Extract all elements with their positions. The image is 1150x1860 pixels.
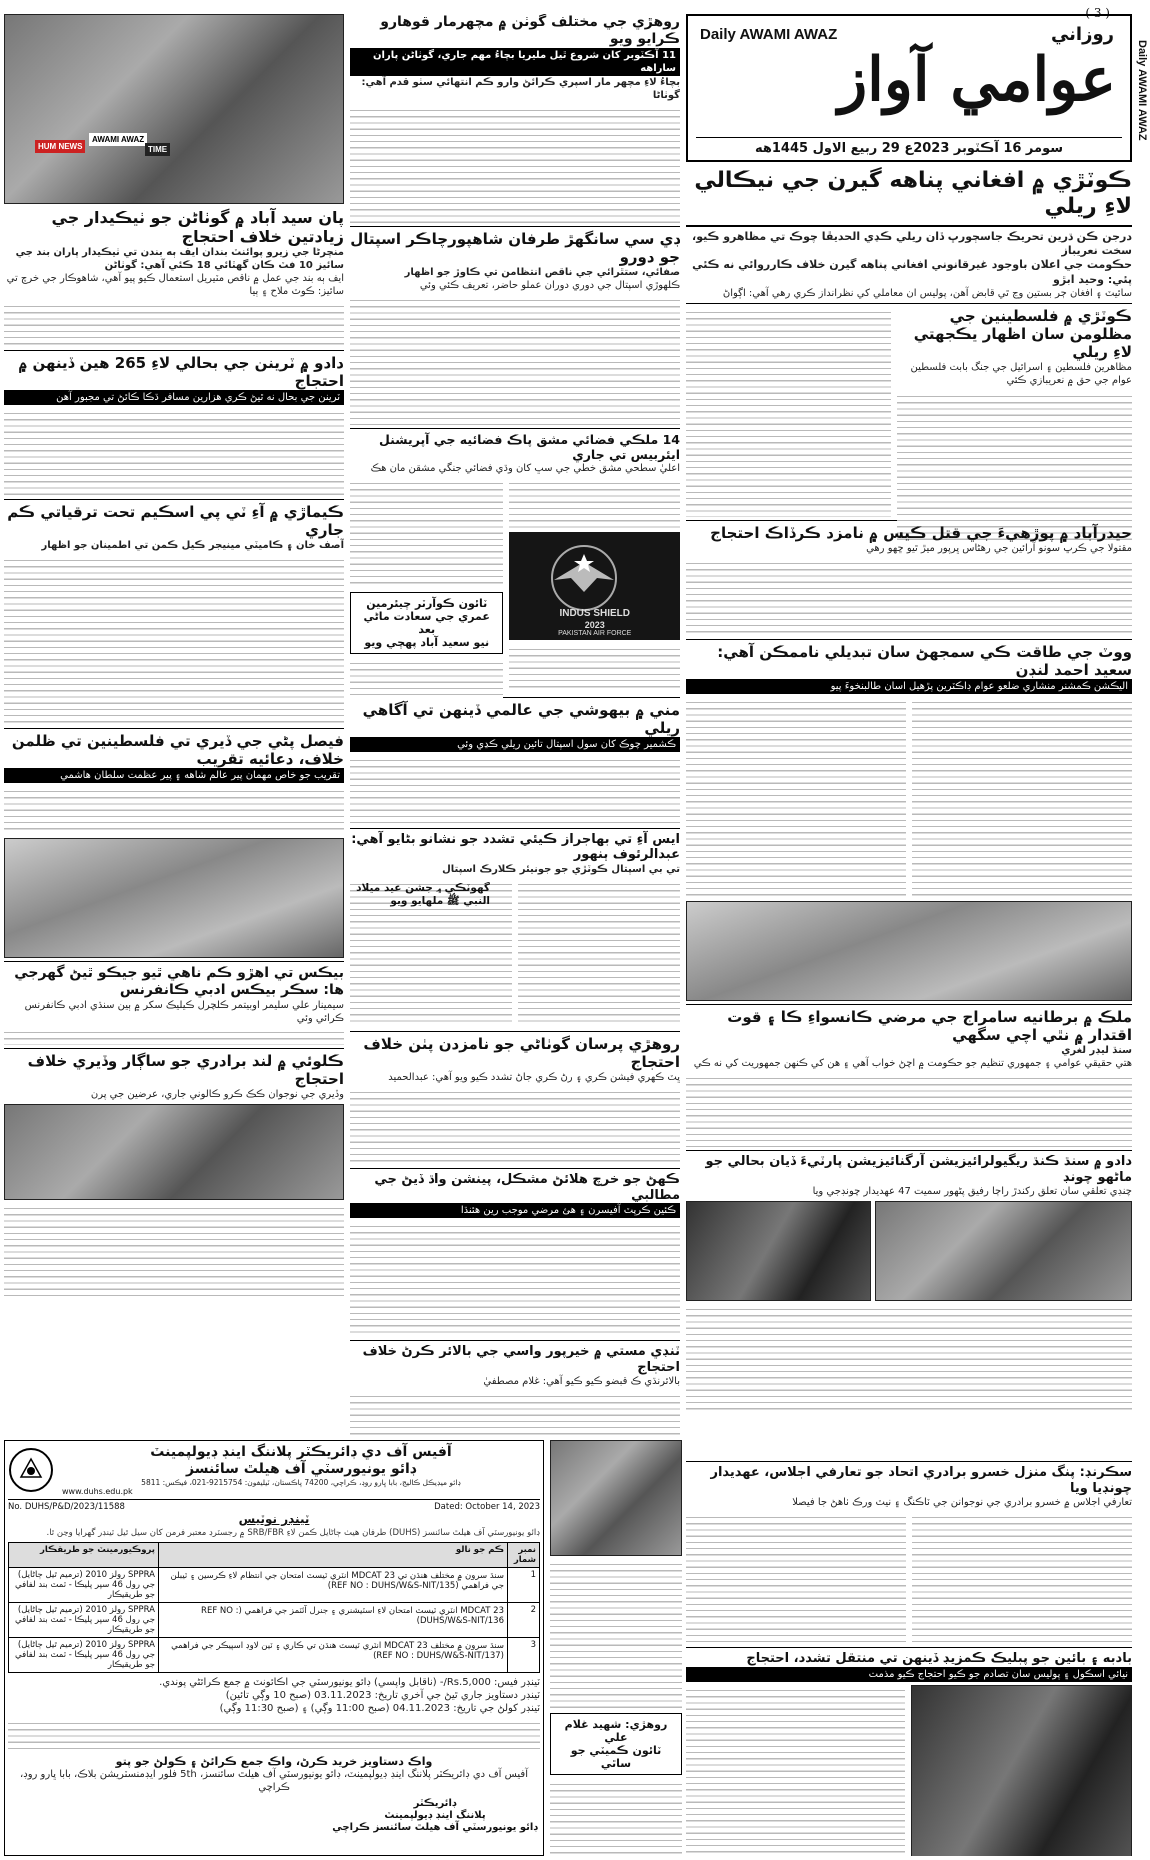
tender-advert xyxy=(4,1440,544,1856)
tender-org-2: ڊائو يونيورسٽي آف هيلٿ سائنسز xyxy=(185,1460,417,1477)
gathering-photo xyxy=(4,838,344,958)
caption-town-chairman: ٽائون ڪوآرٽر چيئرمين xyxy=(366,596,488,610)
mic-label-3: TIME xyxy=(145,143,170,156)
tandomaster-subhead: بالائرنڌي ڪ قبضو ڪيو ڪيو آهي: غلام مصطفيٰ xyxy=(483,1376,680,1388)
lead-headline: ڪوٽڙي ۾ افغاني پناهه گيرن جي نيڪالي لاءِ ريلي xyxy=(686,168,1132,227)
hyderabad-subhead: مقتولا جي ڪرڀ سونو آرائين جي رهڻاس ڀرپور ميڙ ٿيو ڇهو رهي xyxy=(866,542,1132,554)
palestine-headline: ڪوٽڙي ۾ فلسطينين جي مظلومن سان اظهار يڪجهتي لاءِ ريلي xyxy=(913,306,1132,361)
tender-dates-1: ٽينڊر دستاويز جاري ٿيڻ جي آخري تاريخ: 03.11.2023 (صبح 10 وڳي تائين) xyxy=(225,1690,540,1702)
tender-table xyxy=(8,1542,540,1673)
obituary-column xyxy=(550,1440,682,1856)
masthead-english: Daily AWAMI AWAZ xyxy=(700,26,838,43)
right-column xyxy=(686,14,1132,1454)
tender-row-no: 2 xyxy=(508,1603,540,1638)
dc-sanghar-sub2: ڪلهوڙي اسپتال جي دوري دوران عملو حاضر، تعريف ڪئي وئي xyxy=(419,279,680,291)
tender-row-work: سنڌ سرون ۾ مختلف 23 MDCAT انٽري ٽيسٽ هنڌن تي ڪاري ۽ ٽين لاوڊ اسپيڪر جي فراهمي (REF NO : DUHS/W&S-NIT/137) xyxy=(159,1638,508,1673)
lead-subhead-3: سائيٽ ۽ افغان ڄر بستين وڃ ٿي قابض آهن، پوليس ان معاملي کي نظرانداز ڪري رهي آهي: اڳواڻ xyxy=(722,287,1132,299)
table-row xyxy=(9,1638,540,1673)
tender-col-method: پروڪيورمينٽ جو طريقڪار xyxy=(9,1543,159,1568)
lund-headline: ڪلوئي ۾ لند برادري جو ساڳار وڏيري خلاف احتجاج xyxy=(27,1051,344,1088)
tender-org-1: آفيس آف دي ڊائريڪٽر پلاننگ اينڊ ڊيولپمينٽ xyxy=(150,1444,452,1460)
middle-column xyxy=(350,14,680,1024)
tender-address: ڊائو ميڊيڪل ڪاليج، بابا ڀارو روڊ، ڪراچي، 74200 پاڪستان، ٽيليفون: 9215754-021، فيڪس: 5811 xyxy=(141,1477,461,1487)
malik-headline: ملڪ ۾ برطانيه سامراج جي مرضي ڪانسواءِ ڪا ۽ قوت اقتدار ۾ نٿي اچي سگهي xyxy=(727,1007,1132,1044)
masthead-title: عوامي آواز xyxy=(838,45,1116,115)
caption-arrived: نيو سعيد آباد پهچي ويو xyxy=(364,635,490,649)
tender-sign-2: پلاننگ اينڊ ڊيولپمينٽ xyxy=(384,1810,486,1822)
literary-subhead: سيمينار علي سلیمر اوبيتمر ڪلچرل ڪيليڪ سکر ۾ ٻين سنڌي ادبي ڪانفرنس ڪرائي وئي xyxy=(24,999,344,1024)
mic-label-2: AWAMI AWAZ xyxy=(89,133,147,146)
pan-syed-sub2: ايف ٻه بند جي عمل ۾ ناقص مٽيريل استعمال ڪيو پيو آهي، شاهوڪار جي خرچ تي سائيز: ڪوٽ ملاح ۽ ٻيا xyxy=(6,273,344,298)
side-masthead: Daily AWAMI AWAZ xyxy=(1136,40,1148,141)
lead-subhead-2: حڪومت جي اعلان باوجود غيرقانوني افغاني پناهه گيرن خلاف ڪارروائي نه ڪئي پئي: وحيد ابڙو xyxy=(692,258,1132,286)
rohri-waters-sub1: 11 آڪٽوبر کان شروع ٿيل مليريا بچاءُ مهم جاري، گوٺاڻن پاران ساراهه xyxy=(350,48,680,76)
pension-subhead: ڪئين ڪرپٽ آفيسرن ۽ هئ مرضي موجب رين هئنڌا xyxy=(350,1203,680,1218)
ice-headline: 14 ملڪي فضائي مشق پاڪ فضائيه جي آپريشنل ايئربيس تي جاري xyxy=(379,431,680,462)
tender-footer-address: آفيس آف دي ڊائريڪٽر پلاننگ اينڊ ڊيولپمينٽ، ڊائو يونيورسٽي آف هيلٿ سائنسز، 5th فلور ايڊمنسٽريشن بلاڪ، بابا ڀارو روڊ، ڪراچي xyxy=(20,1769,528,1794)
indus-shield-title: INDUS SHIELD xyxy=(559,607,631,619)
mental-headline: مني ۾ بيهوشي جي عالمي ڏينهن تي آگاهي ريلي xyxy=(362,700,680,737)
dadu-rail-headline: دادو ۾ ٽرينن جي بحالي لاءِ 265 هين ڏينهن ۾ احتجاج xyxy=(18,354,344,391)
tender-sign-1: ڊائريڪٽر xyxy=(413,1798,457,1810)
indus-shield-logo xyxy=(509,532,680,640)
dc-sanghar-sub1: صفائي، ستٿرائي جي ناقص انتظامن تي ڪاوڙ جو اظهار xyxy=(404,266,680,278)
protesters-photo xyxy=(4,1104,344,1200)
tender-row-no: 1 xyxy=(508,1568,540,1603)
tender-row-method: SPPRA رولز 2010 (ترميم ٿيل ڄاڻايل) جي رول 46 سپر پليڪا - ٽمٽ بند لفافي جو طريقيڪار xyxy=(9,1638,159,1673)
faisal-subhead: تقريب جو خاص مهمان پير عالم شاهه ۽ پير عظمت سلطان هاشمي xyxy=(4,768,344,783)
masthead xyxy=(686,14,1132,162)
tender-row-method: SPPRA رولز 2010 (ترميم ٿيل ڄاڻايل) جي رول 46 سپر پليڪا - ٽمٽ بند لفافي جو طريقيڪار xyxy=(9,1603,159,1638)
rohri-waters-headline: روهڙي جي مختلف گوٺن ۾ مچهرمار قوهارو ڪرايو ويو xyxy=(380,14,680,47)
malik-subhead: هتي حقيقي عوامي ۽ جمهوري تنظيم جو حڪومت ۾ اچڻ خواب آهي ۽ هن کي ڪنهن جمهوريت کي نه ڪي xyxy=(693,1057,1132,1069)
masthead-dateline: سومر 16 آڪٽوبر 2023ع 29 ربيع الاول 1445هه xyxy=(696,137,1122,156)
hyderabad-headline: حيدرآباد ۾ پوڙهيءَ جي قتل ڪيس ۾ نامزد ڪرڏاڪ احتجاج xyxy=(710,523,1132,542)
seminar-photo xyxy=(686,901,1132,1001)
tender-intro: ڊائو يونيورسٽي آف هيلٿ سائنسز (DUHS) طرفان هيٺ ڄاڻايل ڪمن لاءِ SRB/FBR ۾ رجسٽرڊ معتبر فرمن کان سيل ٿيل ٽينڊر گهرايا وڃن ٿا. xyxy=(46,1527,540,1538)
faisal-headline: فيصل پڻي جي ڏيري تي فلسطينين تي ظلمن خلاف، دعائيه تقريب xyxy=(11,732,344,769)
rohri-protest-subhead: ڀٽ ڪهري فيشن ڪري ۽ رڻ ڪري جاڻ تشدد ڪيو ويو آهي: عبدالحميد xyxy=(388,1072,680,1083)
dadu-rail-subhead: ٽرينن جي بحال نه ٿيڻ ڪري هزارين مسافر ڌڪا ڪائڻ تي مجبور آهن xyxy=(4,390,344,405)
indus-shield-year: 2023 xyxy=(584,619,605,630)
pan-syed-headline: پان سيد آباد ۾ گوٺاڻن جو ٺيڪيدار جي زيادتين خلاف احتجاج xyxy=(51,208,344,247)
tender-col-work: ڪم جو نالو xyxy=(159,1543,508,1568)
malik-byline: سنڌ ليڊر لغري xyxy=(1061,1044,1132,1056)
mic-label-1: HUM NEWS xyxy=(35,140,85,153)
lead-subhead-1: درجن ڪن ڌرين تحريڪ جاسڄورڀ ڏان ريلي ڪڍي الحديڦا چوڪ تي مظاهرو ڪيو، سخت نعريباز xyxy=(692,229,1132,258)
vote-subhead: اليڪشن ڪمشنر منشاري ضلعو عوام ڊاڪٽرين پڙهيل اسان طالبنخوءَ پيو xyxy=(686,679,1132,694)
page-number: ( 3 ) xyxy=(1085,6,1110,20)
milad-box xyxy=(350,882,490,922)
caption-umrah: عمري جي سعادت ماڻي بعد xyxy=(363,609,490,636)
tandomaster-headline: ٽنڊي مستي ۾ خيرپور واسي جي بالائر ڪرڻ خلاف احتجاج xyxy=(362,1344,680,1375)
kamari-subhead: آصف خان ۽ ڪاميٽي مينيجر ڪيل ڪمن تي اطمينان جو اظهار xyxy=(41,540,344,552)
masthead-kicker: روزاني xyxy=(1050,24,1114,45)
sho-subhead: تي بي اسپتال ڪوٽڙي جو جونيئر ڪلارڪ اسپتال xyxy=(442,863,680,875)
tender-dates-2: ٽينڊر کولڻ جي تاريخ: 04.11.2023 (صبح 11:00 وڳي) ۽ (صبح 11:30 وڳي) xyxy=(219,1703,540,1715)
tender-dated: Dated: October 14, 2023 xyxy=(434,1502,540,1513)
tender-row-method: SPPRA رولز 2010 (ترميم ٿيل ڄاڻايل) جي رول 46 سپر پليڪا - ٽمٽ بند لفافي جو طريقيڪار xyxy=(9,1568,159,1603)
tender-title: ٽينڊر نوٽيس xyxy=(238,1512,310,1527)
table-row xyxy=(9,1603,540,1638)
dadu-bar-headline: دادو ۾ سنڌ ڪنڌ ريگيولرائيزيشن آرگنائيزيشن پارٽيءَ ڏيان بحالي جو ماڻهو چونڊ xyxy=(705,1153,1132,1185)
rohri-protest-headline: روهڙي پرسان گوٺاڻي جو نامزدن پٺن خلاف احتجاج xyxy=(363,1035,680,1071)
tender-website: www.duhs.edu.pk xyxy=(62,1487,133,1497)
kamari-headline: ڪيماڙي ۾ آءِ ٽي پي اسڪيم تحت ترقياتي ڪم جاري xyxy=(7,503,344,540)
sho-headline: ايس آءِ تي بهاجراز ڪيئي تشدد جو نشانو بڻايو آهي: عبدالرئوف ٻنهور xyxy=(351,831,680,863)
university-crest-icon xyxy=(8,1447,54,1493)
tender-fee: ٽينڊر فيس: Rs.5,000/- (ناقابل واپسي) ڊائو يونيورسٽي جي اڪائونٽ ۾ جمع ڪرائڻي پوندي. xyxy=(159,1677,540,1689)
tender-row-work: MDCAT 23 انٽري ٽيسٽ امتحان لاءِ اسٽيشنري ۽ جنرل آئٽمز جي فراهمي (REF NO : DUHS/W&S-NIT/136) xyxy=(159,1603,508,1638)
vote-headline: ووٽ جي طاقت ڪي سمجهڻ سان تبديلي ناممڪن آهي: سعيد احمد لنڊن xyxy=(717,642,1132,679)
indus-shield-footer: PAKISTAN AIR FORCE xyxy=(558,629,632,637)
left-column xyxy=(4,14,344,1434)
badin-headline: بادبه ۽ بائين جو پبليڪ ڪمزيڊ ڏينهن تي منتقل تشدد، احتجاج xyxy=(746,1651,1132,1667)
tender-col-no: نمبر شمار xyxy=(508,1543,540,1568)
obit-caption-1: روهڙي: شهيد غلام علي xyxy=(564,1718,668,1744)
dadu-bar-subhead: چنڊي تعلقي سان تعلق رکندڙ راڄا رفيق پڻهور سميت 47 عهديدار چونڊجي ويا xyxy=(812,1186,1132,1198)
literary-headline: بيڪس تي اهڙو ڪم ناهي ٿيو جيڪو ٿيڻ گهرجي ها: سڪر بيڪس ادبي ڪانفرنس xyxy=(14,965,344,999)
lund-subhead: وڏيري جي نوجوان ڪڪ ڪرو ڪالوني جاري، عرضين جي پرن xyxy=(90,1088,344,1100)
tender-row-work: سنڌ سرون ۾ مختلف هنڌن تي 23 MDCAT انٽري ٽيسٽ امتحان جي انتظام لاءِ ڪرسين ۽ ٽيبلن جي فراهمي (REF NO : DUHS/W&S-NIT/135) xyxy=(159,1568,508,1603)
palestine-subhead: مظاهرين فلسطين ۽ اسرائيل جي جنگ بابت فلسطين عوام جي حق ۾ نعريبازي ڪئي xyxy=(910,361,1132,386)
ice-subhead: اعليٰ سطحي مشق خطي جي سڀ کان وڌي فضائي جنگي مشقن مان هڪ xyxy=(370,462,680,474)
middle-column-lower xyxy=(350,1028,680,1438)
women-photo xyxy=(911,1685,1132,1856)
pan-syed-sub1: منچرڻا جي زيرو پوائنٽ بندان ايف ٻه بندن تي ٺيڪيدار پاران بند جي سائيز 10 فٽ ڪان گهٽائي 18 ڪئي آهي: گوٺاڻن xyxy=(15,247,344,272)
dadu-photo-1 xyxy=(875,1201,1133,1301)
badin-subhead: نيائي اسڪول ۽ پوليس سان تصادم جو ڪيو احتجاج ڪيو مذمت xyxy=(686,1667,1132,1682)
tender-sign-3: ڊائو يونيورسٽي آف هيلٿ سائنسز ڪراچي xyxy=(332,1822,538,1834)
milad-headline: گهوٽڪي ۾ جشن عيد ميلاد النبي ﷺ ملهايو ويو xyxy=(356,882,490,907)
dc-sanghar-headline: ڊي سي سانگهڙ طرفان شاهپورچاڪر اسپتال جو دورو xyxy=(350,229,680,266)
protest-women-photo xyxy=(4,14,344,204)
pension-headline: ڪهڻ جو خرچ هلائڻ مشڪل، پينشن واڌ ڏيڻ جي مطالبي xyxy=(374,1172,680,1203)
tender-footer-title: واڪ دستاويز خريد ڪرڻ، واڪ جمع ڪرائڻ ۽ ڪولڻ جو پتو xyxy=(115,1755,433,1769)
mental-subhead: ڪشمير چوڪ کان سول اسپتال تائين ريلي ڪڍي وئي xyxy=(350,737,680,752)
tender-ref-no: No. DUHS/P&D/2023/11588 xyxy=(8,1502,125,1513)
sakrand-headline: سڪرنڊ: پنگ منزل خسرو برادري اتحاد جو تعارفي اجلاس، عهديدار چونڊيا ويا xyxy=(710,1465,1132,1496)
portrait-photo xyxy=(550,1440,682,1556)
table-row xyxy=(9,1568,540,1603)
rohri-waters-sub2: بچاءُ لاءِ مچهر مار اسپري ڪرائڻ وارو ڪم انتهائي سٺو قدم آهي: گوٺاڻا xyxy=(361,76,680,101)
dadu-photo-2 xyxy=(686,1201,871,1301)
sakrand-subhead: تعارفي اجلاس ۾ خسرو برادري جي نوجوانن جي ٽاڪنگ ۽ نيٽ ورڪ ٺاهڻ جا فيصلا xyxy=(792,1497,1132,1509)
tender-row-no: 3 xyxy=(508,1638,540,1673)
right-column-lower xyxy=(686,1458,1132,1856)
obit-caption-2: ٽائون ڪميٽي جو ساٿي xyxy=(570,1744,662,1770)
